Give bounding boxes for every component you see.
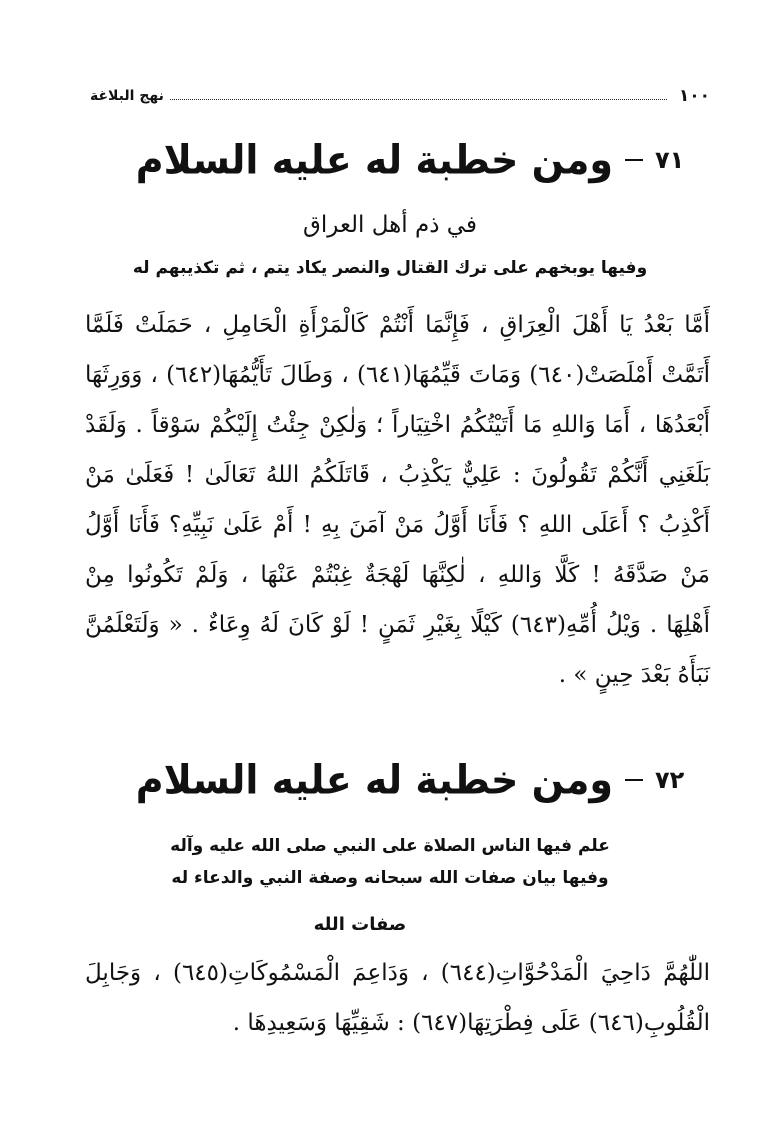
text-line: اللّٰهُمَّ دَاحِيَ الْمَدْحُوَّاتِ(٦٤٤) ، وَدَاعِمَ الْمَسْمُوكَاتِ(٦٤٥) ، وَجَابِلَ	[85, 960, 711, 986]
heading-dash	[625, 159, 643, 161]
text-line: أَتَمَّتْ أَمْلَصَتْ(٦٤٠) وَمَاتَ قَيِّمُهَا(٦٤١) ، وَطَالَ تَأَيُّمُهَا(٦٤٢) ، وَوَرِثَهَا	[85, 362, 711, 388]
sermon-71-title: ومن خطبة له عليه السلام	[135, 136, 613, 184]
sermon-72-title: ومن خطبة له عليه السلام	[135, 756, 613, 804]
running-header	[90, 84, 710, 108]
sermon-72-subtitle: علم فيها الناس الصلاة على النبي صلى الله عليه وآله	[170, 836, 610, 856]
text-line: أَهْلِهَا . وَيْلُ أُمِّهِ(٦٤٣) كَيْلًا بِغَيْرِ ثَمَنٍ ! لَوْ كَانَ لَهُ وِعَاءٌ . « وَلَتَعْلَمُنَّ	[85, 612, 710, 638]
text-line: أَكْذِبُ ؟ أَعَلَى اللهِ ؟ فَأَنَا أَوَّلُ مَنْ آمَنَ بِهِ ! أَمْ عَلَىٰ نَبِيِّهِ؟ فَأَنَا أَوَّلُ	[85, 512, 710, 538]
book-title: نهج البلاغة	[90, 88, 164, 104]
sermon-71-subtitle: في ذم أهل العراق	[303, 212, 477, 238]
header-dotted-rule	[170, 99, 667, 100]
sermon-71-summary: وفيها يوبخهم على ترك القتال والنصر يكاد يتم ، ثم تكذيبهم له	[132, 258, 648, 278]
sermon-71-number: ٧١	[654, 146, 685, 174]
sermon-71-body	[85, 300, 710, 700]
heading-dash	[625, 779, 643, 781]
page-number: ١٠٠	[678, 86, 710, 106]
text-line: مَنْ صَدَّقَهُ ! كَلَّا وَاللهِ ، لٰكِنَّهَا لَهْجَةٌ غِبْتُمْ عَنْهَا ، وَلَمْ تَكُونُوا مِنْ	[85, 562, 710, 588]
sermon-72-heading	[120, 748, 700, 812]
text-line: أَبْعَدُهَا ، أَمَا وَاللهِ مَا أَتَيْتُكُمُ اخْتِيَاراً ؛ وَلٰكِنْ جِئْتُ إِلَيْكُمْ سَوْقاً . وَلَقَدْ	[85, 412, 710, 438]
sermon-72-body	[85, 948, 710, 1048]
text-line: الْقُلُوبِ(٦٤٦) عَلَى فِطْرَتِهَا(٦٤٧) : شَقِيِّهَا وَسَعِيدِهَا .	[232, 1010, 710, 1036]
text-line: أَمَّا بَعْدُ يَا أَهْلَ الْعِرَاقِ ، فَإِنَّمَا أَنْتُمْ كَالْمَرْأَةِ الْحَامِلِ ، حَمَلَتْ فَلَمَّا	[85, 312, 710, 338]
sermon-71-heading	[120, 128, 700, 192]
sermon-72-number: ٧٢	[654, 766, 685, 794]
sermon-72-summary: وفيها بيان صفات الله سبحانه وصفة النبي والدعاء له	[171, 868, 609, 888]
text-line: بَلَغَنِي أَنَّكُمْ تَقُولُونَ : عَلِيٌّ يَكْذِبُ ، قَاتَلَكُمُ اللهُ تَعَالَىٰ ! فَعَلَىٰ مَنْ	[85, 462, 710, 488]
text-line: نَبَأَهُ بَعْدَ حِينٍ » .	[558, 662, 710, 688]
section-heading: صفات الله	[313, 914, 407, 935]
